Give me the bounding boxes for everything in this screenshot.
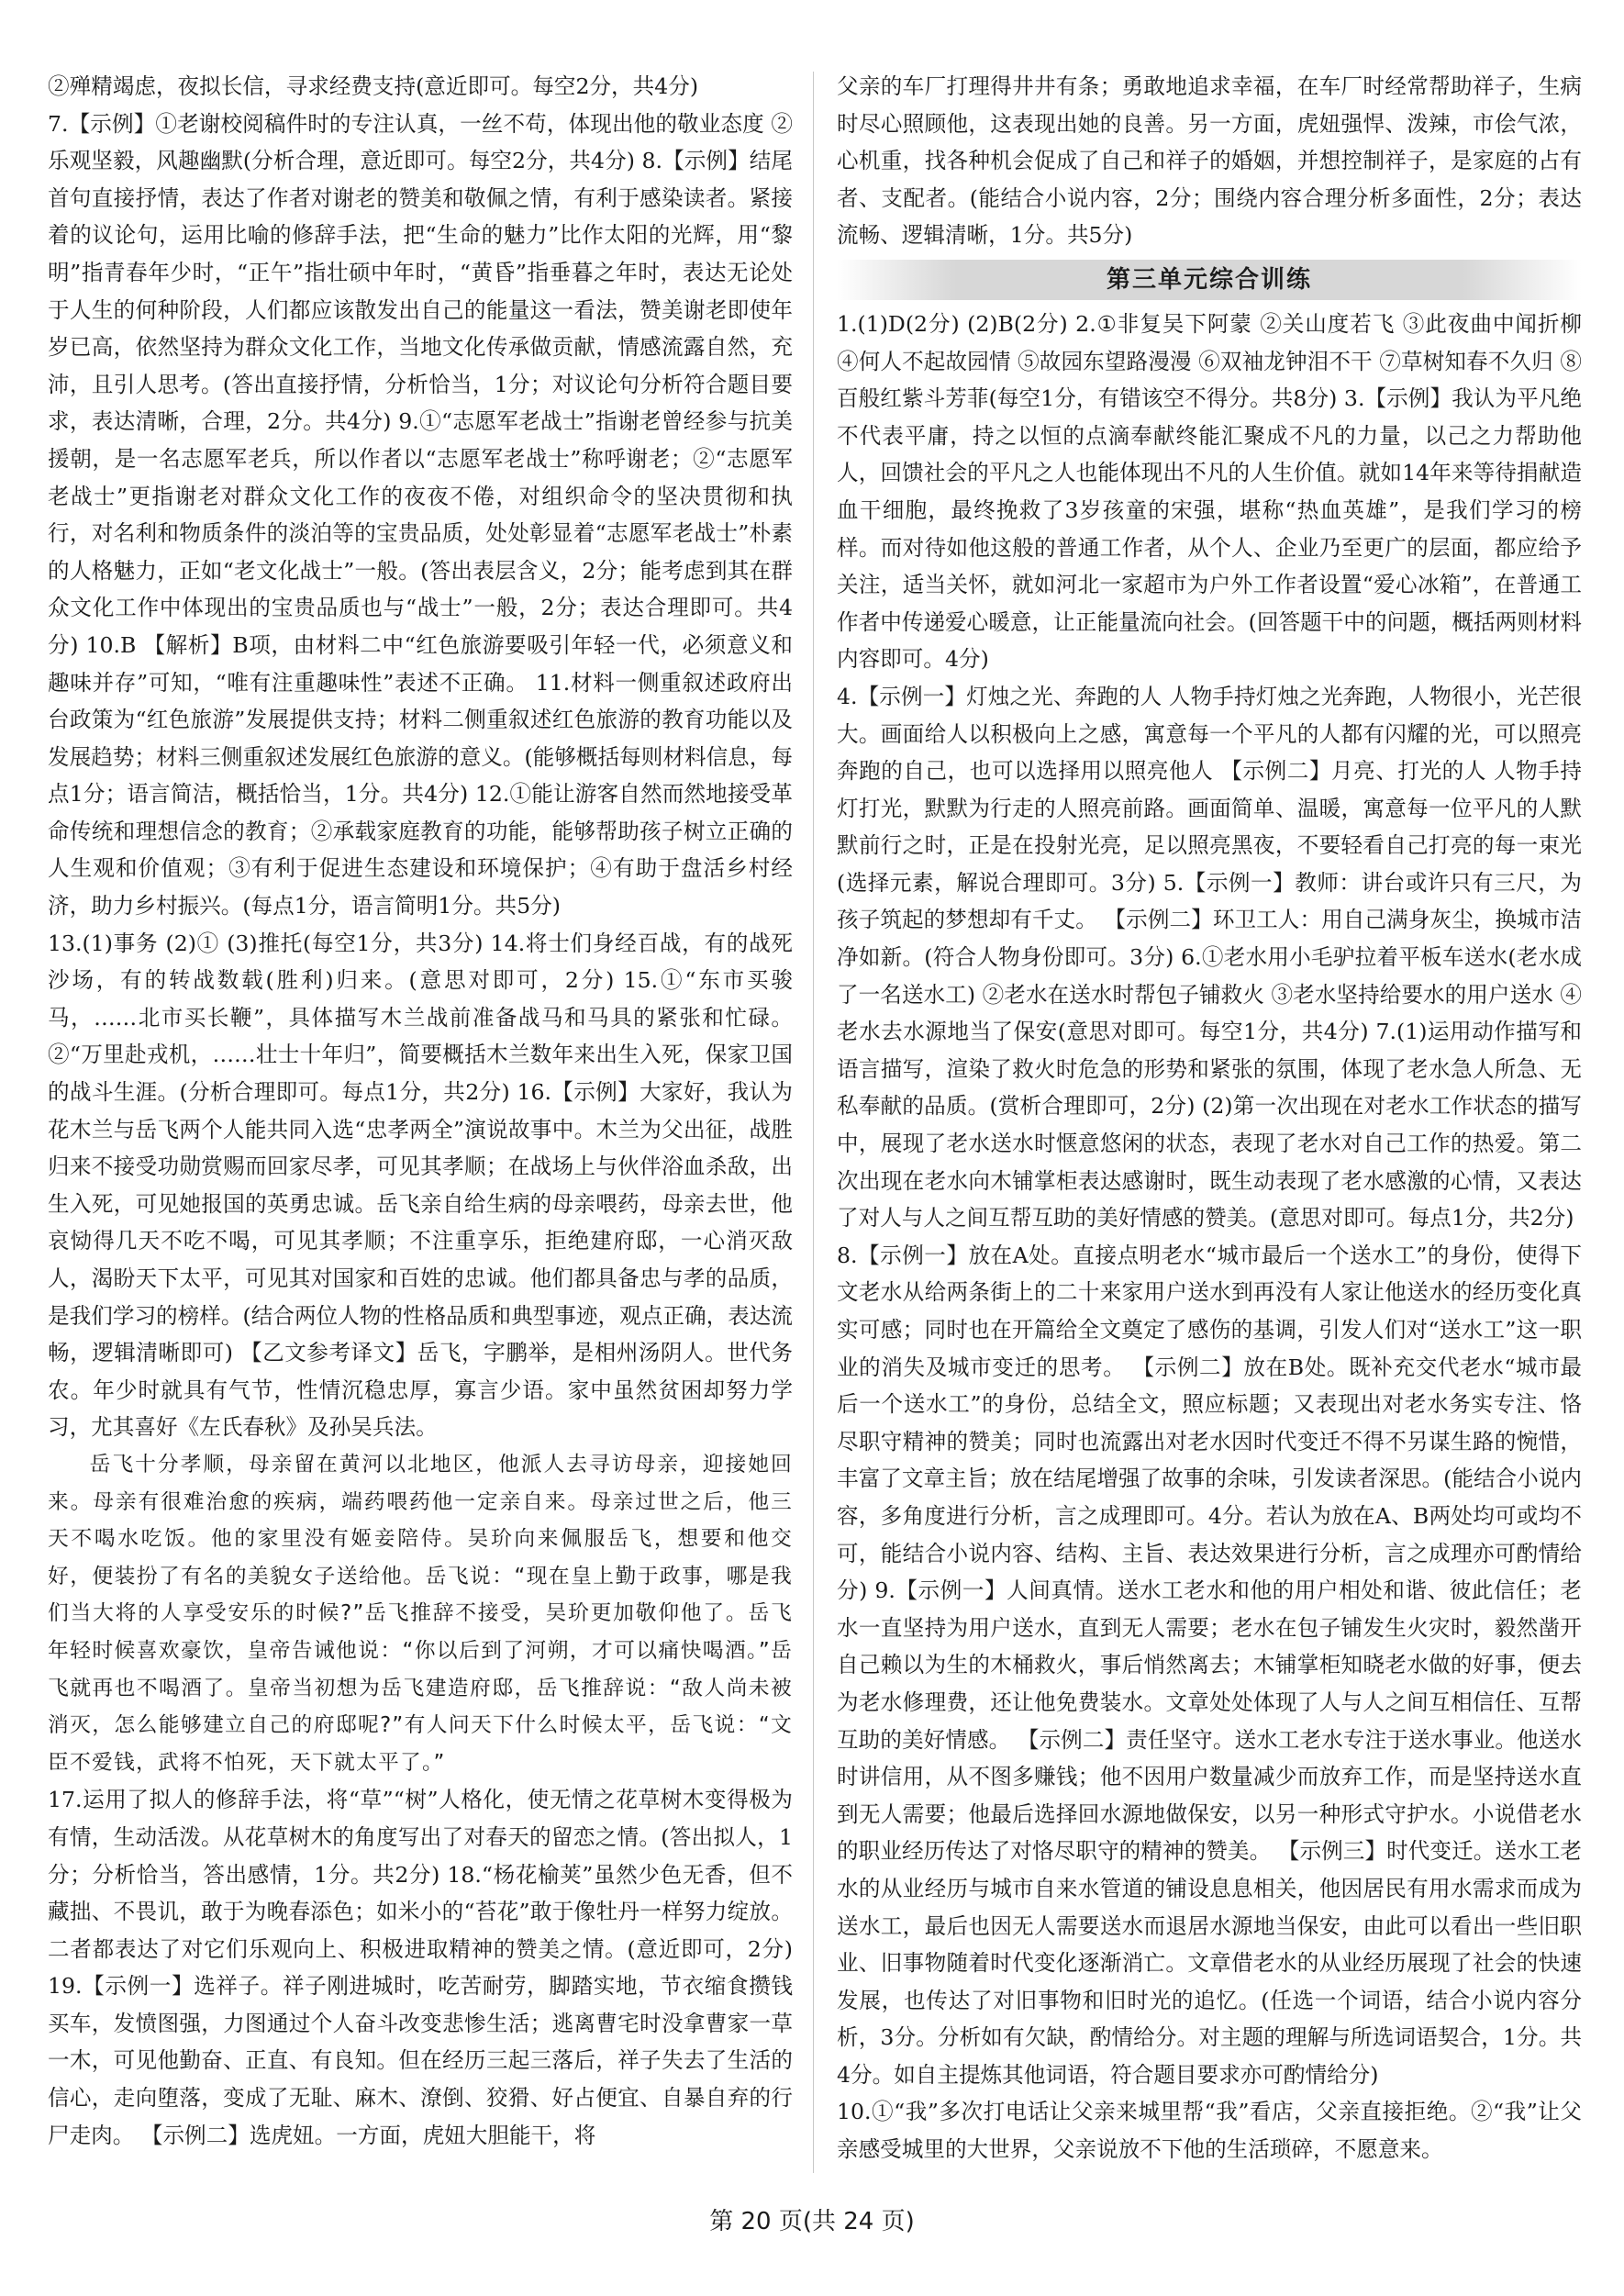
answer-paragraph: 4.【示例一】灯烛之光、奔跑的人 人物手持灯烛之光奔跑，人物很小，光芒很大。画面给人以积极向上之感，寓意每一个平凡的人都有闪耀的光，可以照亮奔跑的自己，也可以选择用以照亮他人 【示例二】月亮、打光的人 人物手持灯打光，默默为行走的人照亮前路。画面简单、温暖，寓意每一位平凡的人默默前行之时，正是在投射光亮，足以照亮黑夜，不要轻看自己打亮的每一束光(选择元素，解说合理即可。3分) 5.【示例一】教师：讲台或许只有三尺，为孩子筑起的梦想却有千丈。 【示例二】环卫工人：用自己满身灰尘，换城市洁净如新。(符合人物身份即可。3分) 6.①老水用小毛驴拉着平板车送水(老水成了一名送水工) ②老水在送水时帮包子铺救火 ③老水坚持给要水的用户送水 ④老水去水源地当了保安(意思对即可。每空1分，共4分) 7.(1)运用动作描写和语言描写，渲染了救火时危急的形势和紧张的氛围，体现了老水急人所急、无私奉献的品质。(赏析合理即可，2分) (2)第一次出现在对老水工作状态的描写中，展现了老水送水时惬意悠闲的状态，表现了老水对自己工作的热爱。第二次出现在老水向木铺掌柜表达感谢时，既生动表现了老水感激的心情，又表达了对人与人之间互帮互助的美好情感的赞美。(意思对即可。每点1分，共2分) bbox=[837, 683, 1582, 1232]
answer-paragraph: 8.【示例一】放在A处。直接点明老水“城市最后一个送水工”的身份，使得下文老水从给两条街上的二十来家用户送水到再没有人家让他送水的经历变化真实可感；同时也在开篇给全文奠定了感伤的基调，引发人们对“送水工”这一职业的消失及城市变迁的思考。 【示例二】放在B处。既补充交代老水“城市最后一个送水工”的身份，总结全文，照应标题；又表现出对老水务实专注、恪尽职守精神的赞美；同时也流露出对老水因时代变迁不得不另谋生路的惋惜，丰富了文章主旨；放在结尾增强了故事的余味，引发读者深思。(能结合小说内容，多角度进行分析，言之成理即可。4分。若认为放在A、B两处均可或均不可，能结合小说内容、结构、主旨、表达效果进行分析，言之成理亦可酌情给分) 9.【示例一】人间真情。送水工老水和他的用户相处和谐、彼此信任；老水一直坚持为用户送水，直到无人需要；老水在包子铺发生火灾时，毅然凿开自己赖以为生的木桶救火，事后悄然离去；木铺掌柜知晓老水做的好事，便去为老水修理费，还让他免费装水。文章处处体现了人与人之间互相信任、互帮互助的美好情感。 【示例二】责任坚守。送水工老水专注于送水事业。他送水时讲信用，从不图多赚钱；他不因用户数量减少而放弃工作，而是坚持送水直到无人需要；他最后选择回水源地做保安，以另一种形式守护水。小说借老水的职业经历传达了对恪尽职守的精神的赞美。 【示例三】时代变迁。送水工老水的从业经历与城市自来水管道的铺设息息相关，他因居民有用水需求而成为送水工，最后也因无人需要送水而退居水源地当保安，由此可以看出一些旧职业、旧事物随着时代变化逐渐消亡。文章借老水的从业经历展现了社会的快速发展，也传达了对旧事物和旧时光的追忆。(任选一个词语，结合小说内容分析，3分。分析如有欠缺，酌情给分。对主题的理解与所选词语契合，1分。共4分。如自主提炼其他词语，符合题目要求亦可酌情给分) bbox=[837, 1242, 1582, 2088]
answer-paragraph: 父亲的车厂打理得井井有条；勇敢地追求幸福，在车厂时经常帮助祥子，生病时尽心照顾他，这表现出她的良善。另一方面，虎妞强悍、泼辣，市侩气浓，心机重，找各种机会促成了自己和祥子的婚姻，并想控制祥子，是家庭的占有者、支配者。(能结合小说内容，2分；围绕内容合理分析多面性，2分；表达流畅、逻辑清晰，1分。共5分) bbox=[837, 73, 1582, 249]
answer-paragraph: ②殚精竭虑，夜拟长信，寻求经费支持(意近即可。每空2分，共4分) bbox=[48, 73, 699, 99]
page-number: 第 20 页(共 24 页) bbox=[709, 2208, 915, 2235]
translation-paragraph: 岳飞十分孝顺，母亲留在黄河以北地区，他派人去寻访母亲，迎接她回来。母亲有很难治愈的疾病，端药喂药他一定亲自来。母亲过世之后，他三天不喝水吃饭。他的家里没有姬妾陪侍。吴玠向来佩服岳飞，想要和他交好，便装扮了有名的美貌女子送给他。岳飞说：“现在皇上勤于政事，哪是我们当大将的人享受安乐的时候?”岳飞推辞不接受，吴玠更加敬仰他了。岳飞年轻时候喜欢豪饮，皇帝告诫他说：“你以后到了河朔，才可以痛快喝酒。”岳飞就再也不喝酒了。皇帝当初想为岳飞建造府邸，岳飞推辞说：“敌人尚未被消灭，怎么能够建立自己的府邸呢?”有人问天下什么时候太平，岳飞说：“文臣不爱钱，武将不怕死，天下就太平了。” bbox=[48, 1452, 793, 1775]
answer-paragraph: 1.(1)D(2分) (2)B(2分) 2.①非复吴下阿蒙 ②关山度若飞 ③此夜曲中闻折柳 ④何人不起故园情 ⑤故园东望路漫漫 ⑥双袖龙钟泪不干 ⑦草树知春不久归 ⑧百般红紫斗芳菲(每空1分，有错该空不得分。共8分) 3.【示例】我认为平凡绝不代表平庸，持之以恒的点滴奉献终能汇聚成不凡的力量，以己之力帮助他人，回馈社会的平凡之人也能体现出不凡的人生价值。就如14年来等待捐献造血干细胞，最终挽救了3岁孩童的宋强，堪称“热血英雄”，是我们学习的榜样。而对待如他这般的普通工作者，从个人、企业乃至更广的层面，都应给予关注，适当关怀，就如河北一家超市为户外工作者设置“爱心冰箱”，在普通工作者中传递爱心暖意，让正能量流向社会。(回答题干中的问题，概括两则材料内容即可。4分) bbox=[837, 310, 1582, 673]
answer-paragraph: 10.①“我”多次打电话让父亲来城里帮“我”看店，父亲直接拒绝。②“我”让父亲感受城里的大世界，父亲说放不下他的生活琐碎，不愿意来。 bbox=[837, 2099, 1582, 2163]
section-banner bbox=[837, 260, 1582, 300]
answer-paragraph: 7.【示例】①老谢校阅稿件时的专注认真，一丝不苟，体现出他的敬业态度 ②乐观坚毅，风趣幽默(分析合理，意近即可。每空2分，共4分) 8.【示例】结尾首句直接抒情，表达了作者对谢老的赞美和敬佩之情，有利于感染读者。紧接着的议论句，运用比喻的修辞手法，把“生命的魅力”比作太阳的光辉，用“黎明”指青春年少时，“正午”指壮硕中年时，“黄昏”指垂暮之年时，表达无论处于人生的何种阶段，人们都应该散发出自己的能量这一看法，赞美谢老即使年岁已高，依然坚持为群众文化工作，当地文化传承做贡献，情感流露自然，充沛，且引人思考。(答出直接抒情，分析恰当，1分；对议论句分析符合题目要求，表达清晰，合理，2分。共4分) 9.①“志愿军老战士”指谢老曾经参与抗美援朝，是一名志愿军老兵，所以作者以“志愿军老战士”称呼谢老；②“志愿军老战士”更指谢老对群众文化工作的夜夜不倦，对组织命令的坚决贯彻和执行，对名利和物质条件的淡泊等的宝贵品质，处处彰显着“志愿军老战士”朴素的人格魅力，正如“老文化战士”一般。(答出表层含义，2分；能考虑到其在群众文化工作中体现出的宝贵品质也与“战士”一般，2分；表达合理即可。共4分) 10.B 【解析】B项，由材料二中“红色旅游要吸引年轻一代，必须意义和趣味并存”可知，“唯有注重趣味性”表述不正确。 11.材料一侧重叙述政府出台政策为“红色旅游”发展提供支持；材料二侧重叙述红色旅游的教育功能以及发展趋势；材料三侧重叙述发展红色旅游的意义。(能够概括每则材料信息，每点1分；语言简洁，概括恰当，1分。共4分) 12.①能让游客自然而然地接受革命传统和理想信念的教育；②承载家庭教育的功能，能够帮助孩子树立正确的人生观和价值观；③有利于促进生态建设和环境保护；④有助于盘活乡村经济，助力乡村振兴。(每点1分，语言简明1分。共5分) bbox=[48, 110, 793, 920]
section-title: 第三单元综合训练 bbox=[1106, 265, 1312, 294]
answer-paragraph: 17.运用了拟人的修辞手法，将“草”“树”人格化，使无情之花草树木变得极为有情，生动活泼。从花草树木的角度写出了对春天的留恋之情。(答出拟人，1分；分析恰当，答出感情，1分。共2分) 18.“杨花榆荚”虽然少色无香，但不藏拙、不畏讥，敢于为晚春添色；如米小的“苔花”敢于像牡丹一样努力绽放。二者都表达了对它们乐观向上、积极进取精神的赞美之情。(意近即可，2分) 19.【示例一】选祥子。祥子刚进城时，吃苦耐劳，脚踏实地，节衣缩食攒钱买车，发愤图强，力图通过个人奋斗改变悲惨生活；逃离曹宅时没拿曹家一草一木，可见他勤奋、正直、有良知。但在经历三起三落后，祥子失去了生活的信心，走向堕落，变成了无耻、麻木、潦倒、狡猾、好占便宜、自暴自弃的行尸走肉。 【示例二】选虎妞。一方面，虎妞大胆能干，将 bbox=[48, 1787, 793, 2148]
right-column bbox=[837, 68, 1582, 2169]
left-column bbox=[48, 68, 793, 2169]
answer-paragraph: 13.(1)事务 (2)① (3)推托(每空1分，共3分) 14.将士们身经百战，有的战死沙场，有的转战数载(胜利)归来。(意思对即可，2分) 15.①“东市买骏马，……北市买长鞭”，具体描写木兰战前准备战马和马具的紧张和忙碌。 ②“万里赴戎机，……壮士十年归”，简要概括木兰数年来出生入死，保家卫国的战斗生涯。(分析合理即可。每点1分，共2分) 16.【示例】大家好，我认为花木兰与岳飞两个人能共同入选“忠孝两全”演说故事中。木兰为父出征，战胜归来不接受功勋赏赐而回家尽孝，可见其孝顺；在战场上与伙伴浴血杀敌，出生入死，可见她报国的英勇忠诚。岳飞亲自给生病的母亲喂药，母亲去世，他哀恸得几天不吃不喝，可见其孝顺；不注重享乐，拒绝建府邸，一心消灭敌人，渴盼天下太平，可见其对国家和百姓的忠诚。他们都具备忠与孝的品质，是我们学习的榜样。(结合两位人物的性格品质和典型事迹，观点正确，表达流畅，逻辑清晰即可) 【乙文参考译文】岳飞，字鹏举，是相州汤阴人。世代务农。年少时就具有气节，性情沉稳忠厚，寡言少语。家中虽然贫困却努力学习，尤其喜好《左氏春秋》及孙吴兵法。 bbox=[48, 930, 793, 1441]
column-divider bbox=[813, 72, 814, 2173]
